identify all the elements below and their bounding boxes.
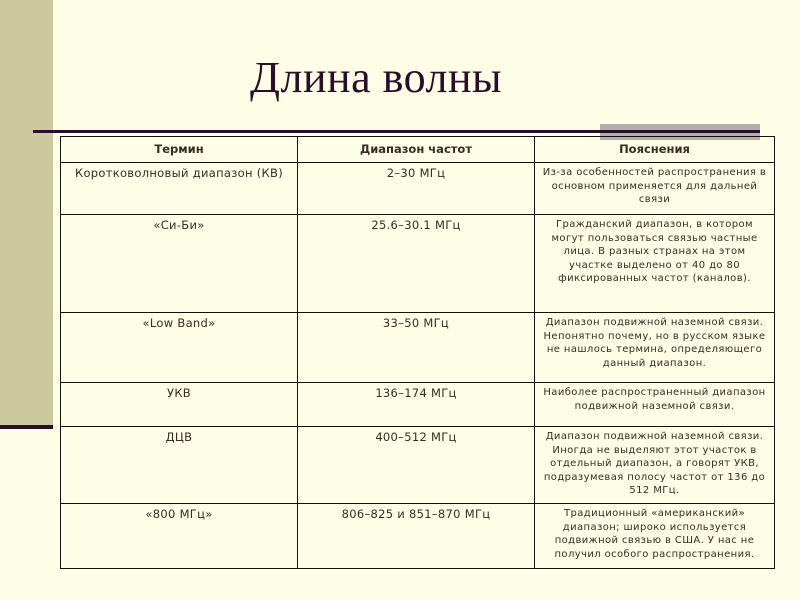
cell-term: «Low Band»	[61, 313, 298, 383]
table-row	[61, 427, 775, 504]
cell-note: Диапазон подвижной наземной связи. Непонятно почему, но в русском языке не нашлось термина, определяющего данный диапазон.	[535, 313, 775, 383]
cell-term: УКВ	[61, 383, 298, 427]
cell-range: 25.6–30.1 МГц	[298, 215, 535, 313]
table-row	[61, 215, 775, 313]
header-term: Термин	[61, 137, 298, 163]
table-row	[61, 313, 775, 383]
table-row	[61, 163, 775, 215]
cell-term: ДЦВ	[61, 427, 298, 504]
cell-note: Из-за особенностей распространения в основном применяется для дальней связи	[535, 163, 775, 215]
cell-range: 400–512 МГц	[298, 427, 535, 504]
cell-term: «800 МГц»	[61, 504, 298, 569]
cell-term: Коротковолновый диапазон (КВ)	[61, 163, 298, 215]
slide-title: Длина волны	[250, 53, 503, 102]
table-row	[61, 383, 775, 427]
cell-range: 136–174 МГц	[298, 383, 535, 427]
left-bar-underline	[0, 425, 53, 429]
table-header-row	[61, 137, 775, 163]
cell-range: 33–50 МГц	[298, 313, 535, 383]
frequency-table	[60, 136, 775, 569]
header-notes: Пояснения	[535, 137, 775, 163]
cell-note: Диапазон подвижной наземной связи. Иногда не выделяют этот участок в отдельный диапазон, а говорят УКВ, подразумевая полосу частот от 136 до 512 МГц.	[535, 427, 775, 504]
cell-range: 806–825 и 851–870 МГц	[298, 504, 535, 569]
header-range: Диапазон частот	[298, 137, 535, 163]
cell-note: Традиционный «американский» диапазон; широко используется подвижной связью в США. У нас не получил особого распространения.	[535, 504, 775, 569]
cell-note: Гражданский диапазон, в котором могут пользоваться связью частные лица. В разных странах на этом участке выделено от 40 до 80 фиксированных частот (каналов).	[535, 215, 775, 313]
table-row	[61, 504, 775, 569]
cell-term: «Си-Би»	[61, 215, 298, 313]
cell-range: 2–30 МГц	[298, 163, 535, 215]
left-decorative-bar	[0, 0, 53, 428]
cell-note: Наиболее распространенный диапазон подвижной наземной связи.	[535, 383, 775, 427]
